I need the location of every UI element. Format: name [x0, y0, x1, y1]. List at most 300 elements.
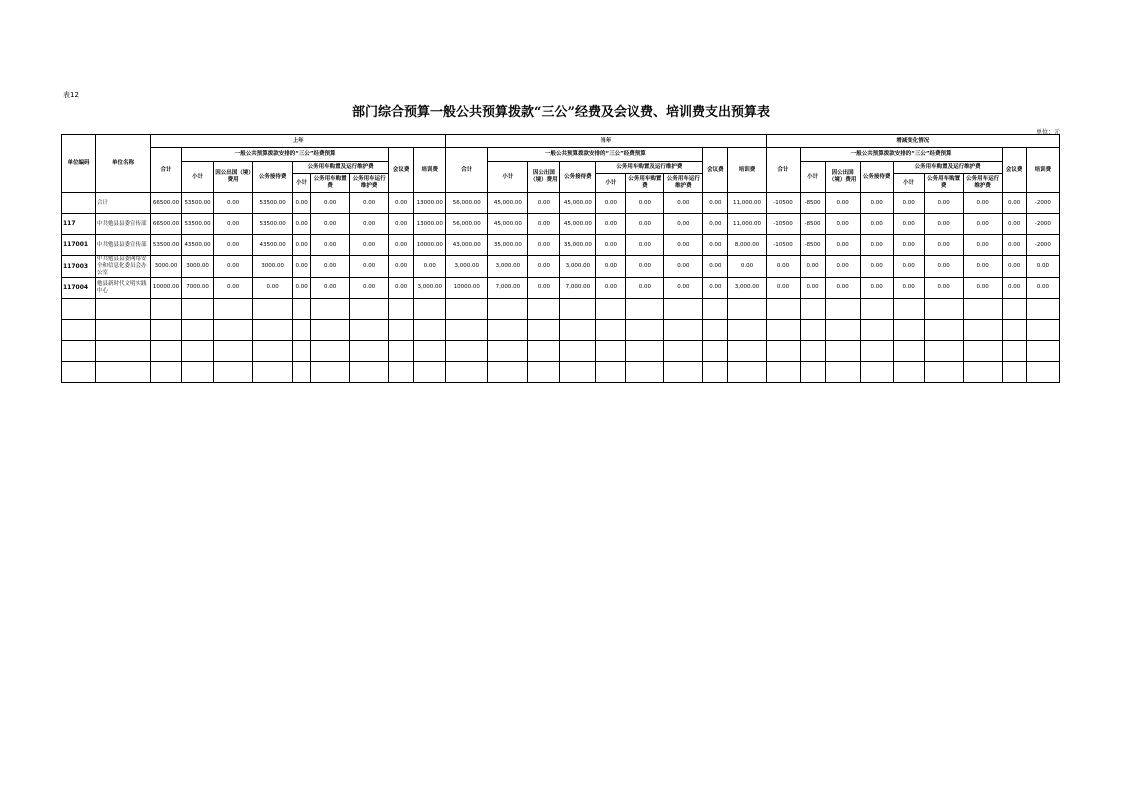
value-cell: 0.00	[528, 193, 560, 214]
value-cell: 11,000.00	[728, 193, 766, 214]
empty-cell	[766, 340, 800, 361]
header-vehicle-buy: 公务用车购置费	[626, 174, 664, 193]
value-cell: 0.00	[626, 256, 664, 278]
empty-cell	[825, 319, 860, 340]
value-cell: 0.00	[414, 256, 446, 278]
unit-code-cell: 117004	[62, 277, 96, 298]
value-cell: 53500.00	[182, 193, 214, 214]
value-cell: 0.00	[963, 214, 1002, 235]
value-cell: 0.00	[214, 277, 253, 298]
value-cell: 0.00	[214, 235, 253, 256]
empty-cell	[766, 319, 800, 340]
value-cell: 0.00	[596, 193, 626, 214]
empty-cell	[893, 298, 924, 319]
empty-cell	[389, 298, 414, 319]
empty-cell	[596, 361, 626, 382]
value-cell: 0.00	[293, 214, 311, 235]
empty-cell	[924, 298, 963, 319]
empty-cell	[728, 340, 766, 361]
value-cell: 0.00	[389, 256, 414, 278]
header-vehicle-buy: 公务用车购置费	[311, 174, 350, 193]
empty-cell	[800, 361, 825, 382]
header-subtotal: 小计	[488, 162, 528, 193]
empty-cell	[766, 298, 800, 319]
value-cell: 0.00	[596, 235, 626, 256]
header-training: 培训费	[414, 148, 446, 193]
value-cell: 0.00	[389, 277, 414, 298]
value-cell: 0.00	[214, 193, 253, 214]
empty-cell	[825, 340, 860, 361]
empty-cell	[293, 361, 311, 382]
empty-cell	[893, 340, 924, 361]
header-reception: 公务接待费	[860, 162, 893, 193]
value-cell: 0.00	[766, 277, 800, 298]
empty-cell	[800, 319, 825, 340]
empty-cell	[151, 361, 182, 382]
empty-cell	[860, 340, 893, 361]
header-subtotal: 小计	[182, 162, 214, 193]
empty-cell	[825, 361, 860, 382]
empty-cell	[800, 340, 825, 361]
empty-cell	[389, 319, 414, 340]
empty-cell	[214, 361, 253, 382]
empty-cell	[350, 298, 389, 319]
header-training: 培训费	[728, 148, 766, 193]
value-cell: 45,000.00	[488, 193, 528, 214]
header-vehicle-subtotal: 小计	[293, 174, 311, 193]
value-cell: 0.00	[528, 256, 560, 278]
header-meeting: 会议费	[1002, 148, 1026, 193]
header-training: 培训费	[1026, 148, 1059, 193]
value-cell: 0.00	[825, 235, 860, 256]
empty-cell	[389, 340, 414, 361]
value-cell: 0.00	[293, 256, 311, 278]
header-vehicle-buy: 公务用车购置费	[924, 174, 963, 193]
value-cell: 0.00	[1002, 256, 1026, 278]
empty-cell	[596, 340, 626, 361]
empty-cell	[311, 298, 350, 319]
empty-cell	[389, 361, 414, 382]
empty-cell	[1026, 361, 1059, 382]
value-cell: 0.00	[311, 214, 350, 235]
empty-cell	[96, 319, 151, 340]
value-cell: 43500.00	[182, 235, 214, 256]
empty-cell	[293, 298, 311, 319]
empty-cell	[62, 319, 96, 340]
value-cell: -2000	[1026, 214, 1059, 235]
empty-cell	[446, 361, 488, 382]
empty-cell	[446, 319, 488, 340]
value-cell: 3,000.00	[728, 277, 766, 298]
value-cell: 3,000.00	[560, 256, 596, 278]
value-cell: 10000.00	[446, 277, 488, 298]
empty-cell	[963, 340, 1002, 361]
value-cell: 0.00	[860, 277, 893, 298]
header-sangong: 一般公共预算拨款安排的“三公”经费预算	[182, 148, 389, 162]
empty-cell	[414, 298, 446, 319]
empty-cell	[560, 361, 596, 382]
empty-cell	[182, 340, 214, 361]
value-cell: 53500.00	[253, 193, 293, 214]
value-cell: 0.00	[664, 256, 703, 278]
value-cell: 0.00	[1026, 256, 1059, 278]
value-cell: 35,000.00	[488, 235, 528, 256]
empty-cell	[528, 340, 560, 361]
table-row	[62, 256, 1060, 278]
empty-cell	[766, 361, 800, 382]
table-row	[62, 235, 1060, 256]
empty-cell	[924, 340, 963, 361]
value-cell: -8500	[800, 193, 825, 214]
value-cell: 0.00	[311, 277, 350, 298]
value-cell: 0.00	[963, 256, 1002, 278]
value-cell: 0.00	[626, 277, 664, 298]
header-abroad: 因公出国（境）费用	[214, 162, 253, 193]
empty-cell	[311, 340, 350, 361]
unit-code-cell	[62, 193, 96, 214]
empty-cell	[96, 361, 151, 382]
empty-cell	[560, 298, 596, 319]
page-title: 部门综合预算一般公共预算拨款“三公”经费及会议费、培训费支出预算表	[352, 105, 770, 120]
empty-cell	[214, 319, 253, 340]
empty-cell	[151, 340, 182, 361]
value-cell: 0.00	[350, 193, 389, 214]
empty-cell	[626, 340, 664, 361]
value-cell: 0.00	[893, 214, 924, 235]
empty-cell	[924, 319, 963, 340]
value-cell: 0.00	[924, 193, 963, 214]
empty-cell	[311, 319, 350, 340]
header-unit-code: 单位编码	[62, 135, 96, 193]
header-total: 合计	[766, 148, 800, 193]
value-cell: 0.00	[293, 277, 311, 298]
empty-row	[62, 340, 1060, 361]
empty-cell	[703, 319, 728, 340]
empty-cell	[893, 319, 924, 340]
unit-code-cell: 117	[62, 214, 96, 235]
empty-cell	[414, 361, 446, 382]
value-cell: 0.00	[1002, 214, 1026, 235]
value-cell: 0.00	[703, 193, 728, 214]
value-cell: 0.00	[860, 256, 893, 278]
unit-code-cell: 117003	[62, 256, 96, 278]
value-cell: 0.00	[293, 235, 311, 256]
empty-cell	[293, 319, 311, 340]
value-cell: 0.00	[528, 277, 560, 298]
value-cell: 0.00	[1002, 277, 1026, 298]
value-cell: 0.00	[924, 214, 963, 235]
empty-cell	[293, 340, 311, 361]
value-cell: 0.00	[1026, 277, 1059, 298]
empty-cell	[414, 319, 446, 340]
value-cell: -2000	[1026, 235, 1059, 256]
value-cell: 0.00	[825, 214, 860, 235]
value-cell: 3000.00	[151, 256, 182, 278]
value-cell: 10000.00	[414, 235, 446, 256]
unit-name-cell: 中共勉县县委网络安全和信息化委员会办公室	[96, 256, 151, 278]
value-cell: -10500	[766, 193, 800, 214]
empty-cell	[96, 340, 151, 361]
value-cell: 11,000.00	[728, 214, 766, 235]
empty-cell	[488, 319, 528, 340]
empty-cell	[311, 361, 350, 382]
empty-cell	[1026, 319, 1059, 340]
empty-cell	[446, 340, 488, 361]
value-cell: 56,000.00	[446, 193, 488, 214]
value-cell: 0.00	[860, 235, 893, 256]
empty-cell	[963, 361, 1002, 382]
unit-name-cell: 勉县新时代文明实践中心	[96, 277, 151, 298]
empty-cell	[1002, 298, 1026, 319]
empty-cell	[924, 361, 963, 382]
empty-cell	[560, 319, 596, 340]
empty-cell	[626, 298, 664, 319]
value-cell: 3,000.00	[446, 256, 488, 278]
empty-cell	[703, 361, 728, 382]
empty-cell	[446, 298, 488, 319]
value-cell: 0.00	[389, 235, 414, 256]
header-total: 合计	[151, 148, 182, 193]
empty-cell	[1026, 340, 1059, 361]
header-vehicle-run: 公务用车运行维护费	[350, 174, 389, 193]
value-cell: 0.00	[214, 214, 253, 235]
empty-cell	[963, 298, 1002, 319]
header-unit-name: 单位名称	[96, 135, 151, 193]
value-cell: 0.00	[825, 193, 860, 214]
header-vehicle-run: 公务用车运行维护费	[664, 174, 703, 193]
header-vehicle: 公务用车购置及运行维护费	[893, 162, 1002, 174]
unit-name-cell: 中共勉县县委宣传部	[96, 214, 151, 235]
value-cell: -10500	[766, 235, 800, 256]
empty-cell	[893, 361, 924, 382]
value-cell: 0.00	[528, 235, 560, 256]
empty-cell	[62, 340, 96, 361]
value-cell: 0.00	[664, 193, 703, 214]
empty-row	[62, 361, 1060, 382]
empty-cell	[860, 298, 893, 319]
value-cell: 0.00	[664, 235, 703, 256]
value-cell: 0.00	[389, 193, 414, 214]
empty-cell	[151, 319, 182, 340]
empty-cell	[488, 340, 528, 361]
header-vehicle: 公务用车购置及运行维护费	[293, 162, 389, 174]
header-sangong: 一般公共预算拨款安排的“三公”经费预算	[800, 148, 1002, 162]
header-this-year: 当年	[446, 135, 766, 148]
empty-cell	[253, 319, 293, 340]
empty-cell	[488, 361, 528, 382]
header-subtotal: 小计	[800, 162, 825, 193]
value-cell: 0.00	[253, 277, 293, 298]
value-cell: -8500	[800, 214, 825, 235]
value-cell: 0.00	[293, 193, 311, 214]
empty-cell	[182, 361, 214, 382]
header-reception: 公务接待费	[560, 162, 596, 193]
empty-cell	[664, 340, 703, 361]
empty-cell	[350, 340, 389, 361]
value-cell: 3,000.00	[488, 256, 528, 278]
value-cell: 0.00	[860, 193, 893, 214]
value-cell: 45,000.00	[560, 214, 596, 235]
value-cell: 0.00	[350, 235, 389, 256]
value-cell: 0.00	[350, 214, 389, 235]
header-reception: 公务接待费	[253, 162, 293, 193]
value-cell: 0.00	[825, 256, 860, 278]
empty-cell	[860, 319, 893, 340]
unit-name-cell: 合计	[96, 193, 151, 214]
value-cell: 45,000.00	[488, 214, 528, 235]
value-cell: 0.00	[664, 277, 703, 298]
header-last-year: 上年	[151, 135, 446, 148]
value-cell: 43500.00	[253, 235, 293, 256]
value-cell: 0.00	[350, 277, 389, 298]
empty-cell	[626, 319, 664, 340]
value-cell: 0.00	[703, 277, 728, 298]
empty-cell	[414, 340, 446, 361]
unit-label: 单位：元	[1035, 129, 1060, 136]
value-cell: 56,000.00	[446, 214, 488, 235]
empty-cell	[62, 298, 96, 319]
value-cell: 0.00	[311, 193, 350, 214]
value-cell: 53500.00	[151, 235, 182, 256]
value-cell: 0.00	[924, 235, 963, 256]
value-cell: 0.00	[800, 256, 825, 278]
header-meeting: 会议费	[389, 148, 414, 193]
empty-row	[62, 319, 1060, 340]
empty-cell	[728, 361, 766, 382]
value-cell: 0.00	[703, 235, 728, 256]
empty-cell	[253, 361, 293, 382]
header-abroad: 因公出国（境）费用	[825, 162, 860, 193]
value-cell: 8,000.00	[728, 235, 766, 256]
budget-table	[61, 134, 1060, 383]
header-abroad: 因公出国（境）费用	[528, 162, 560, 193]
value-cell: 0.00	[703, 256, 728, 278]
empty-cell	[488, 298, 528, 319]
value-cell: 0.00	[893, 193, 924, 214]
value-cell: 0.00	[800, 277, 825, 298]
value-cell: 0.00	[963, 193, 1002, 214]
value-cell: 0.00	[350, 256, 389, 278]
value-cell: 0.00	[596, 256, 626, 278]
empty-cell	[800, 298, 825, 319]
value-cell: 0.00	[924, 277, 963, 298]
empty-cell	[528, 361, 560, 382]
value-cell: 0.00	[728, 256, 766, 278]
value-cell: 0.00	[924, 256, 963, 278]
empty-cell	[253, 340, 293, 361]
value-cell: 3000.00	[253, 256, 293, 278]
empty-cell	[596, 298, 626, 319]
value-cell: 0.00	[596, 277, 626, 298]
value-cell: -8500	[800, 235, 825, 256]
empty-cell	[664, 298, 703, 319]
value-cell: 45,000.00	[560, 193, 596, 214]
value-cell: 0.00	[766, 256, 800, 278]
value-cell: 7,000.00	[560, 277, 596, 298]
value-cell: 3,000.00	[414, 277, 446, 298]
empty-cell	[182, 298, 214, 319]
empty-cell	[350, 319, 389, 340]
value-cell: 0.00	[311, 235, 350, 256]
value-cell: 13000.00	[414, 214, 446, 235]
sheet-number: 表12	[63, 91, 79, 99]
value-cell: 3000.00	[182, 256, 214, 278]
empty-cell	[151, 298, 182, 319]
empty-cell	[626, 361, 664, 382]
empty-cell	[214, 340, 253, 361]
value-cell: 0.00	[626, 214, 664, 235]
header-vehicle-subtotal: 小计	[596, 174, 626, 193]
value-cell: 13000.00	[414, 193, 446, 214]
empty-cell	[664, 361, 703, 382]
table-row	[62, 214, 1060, 235]
value-cell: 7000.00	[182, 277, 214, 298]
empty-cell	[182, 319, 214, 340]
value-cell: 7,000.00	[488, 277, 528, 298]
empty-cell	[1002, 361, 1026, 382]
empty-cell	[350, 361, 389, 382]
value-cell: -2000	[1026, 193, 1059, 214]
header-change: 增减变化情况	[766, 135, 1059, 148]
value-cell: 0.00	[860, 214, 893, 235]
empty-cell	[96, 298, 151, 319]
empty-cell	[963, 319, 1002, 340]
value-cell: 0.00	[893, 277, 924, 298]
table-body	[62, 193, 1060, 383]
empty-cell	[860, 361, 893, 382]
empty-cell	[664, 319, 703, 340]
header-total: 合计	[446, 148, 488, 193]
unit-code-cell: 117001	[62, 235, 96, 256]
value-cell: 0.00	[963, 277, 1002, 298]
value-cell: 66500.00	[151, 193, 182, 214]
header-meeting: 会议费	[703, 148, 728, 193]
value-cell: 0.00	[703, 214, 728, 235]
value-cell: 0.00	[825, 277, 860, 298]
header-vehicle-run: 公务用车运行维护费	[963, 174, 1002, 193]
value-cell: 0.00	[1002, 193, 1026, 214]
empty-cell	[728, 319, 766, 340]
value-cell: 0.00	[214, 256, 253, 278]
value-cell: 0.00	[626, 235, 664, 256]
empty-cell	[1002, 319, 1026, 340]
empty-cell	[825, 298, 860, 319]
value-cell: 66500.00	[151, 214, 182, 235]
empty-row	[62, 298, 1060, 319]
value-cell: -10500	[766, 214, 800, 235]
value-cell: 10000.00	[151, 277, 182, 298]
header-vehicle: 公务用车购置及运行维护费	[596, 162, 703, 174]
value-cell: 0.00	[389, 214, 414, 235]
value-cell: 53500.00	[182, 214, 214, 235]
empty-cell	[596, 319, 626, 340]
empty-cell	[62, 361, 96, 382]
value-cell: 0.00	[626, 193, 664, 214]
empty-cell	[214, 298, 253, 319]
table-row	[62, 193, 1060, 214]
empty-cell	[703, 340, 728, 361]
value-cell: 0.00	[963, 235, 1002, 256]
value-cell: 0.00	[528, 214, 560, 235]
empty-cell	[560, 340, 596, 361]
unit-name-cell: 中共勉县县委宣传部	[96, 235, 151, 256]
header-vehicle-subtotal: 小计	[893, 174, 924, 193]
value-cell: 0.00	[664, 214, 703, 235]
empty-cell	[253, 298, 293, 319]
table-row	[62, 277, 1060, 298]
header-sangong: 一般公共预算拨款安排的“三公”经费预算	[488, 148, 703, 162]
empty-cell	[1026, 298, 1059, 319]
